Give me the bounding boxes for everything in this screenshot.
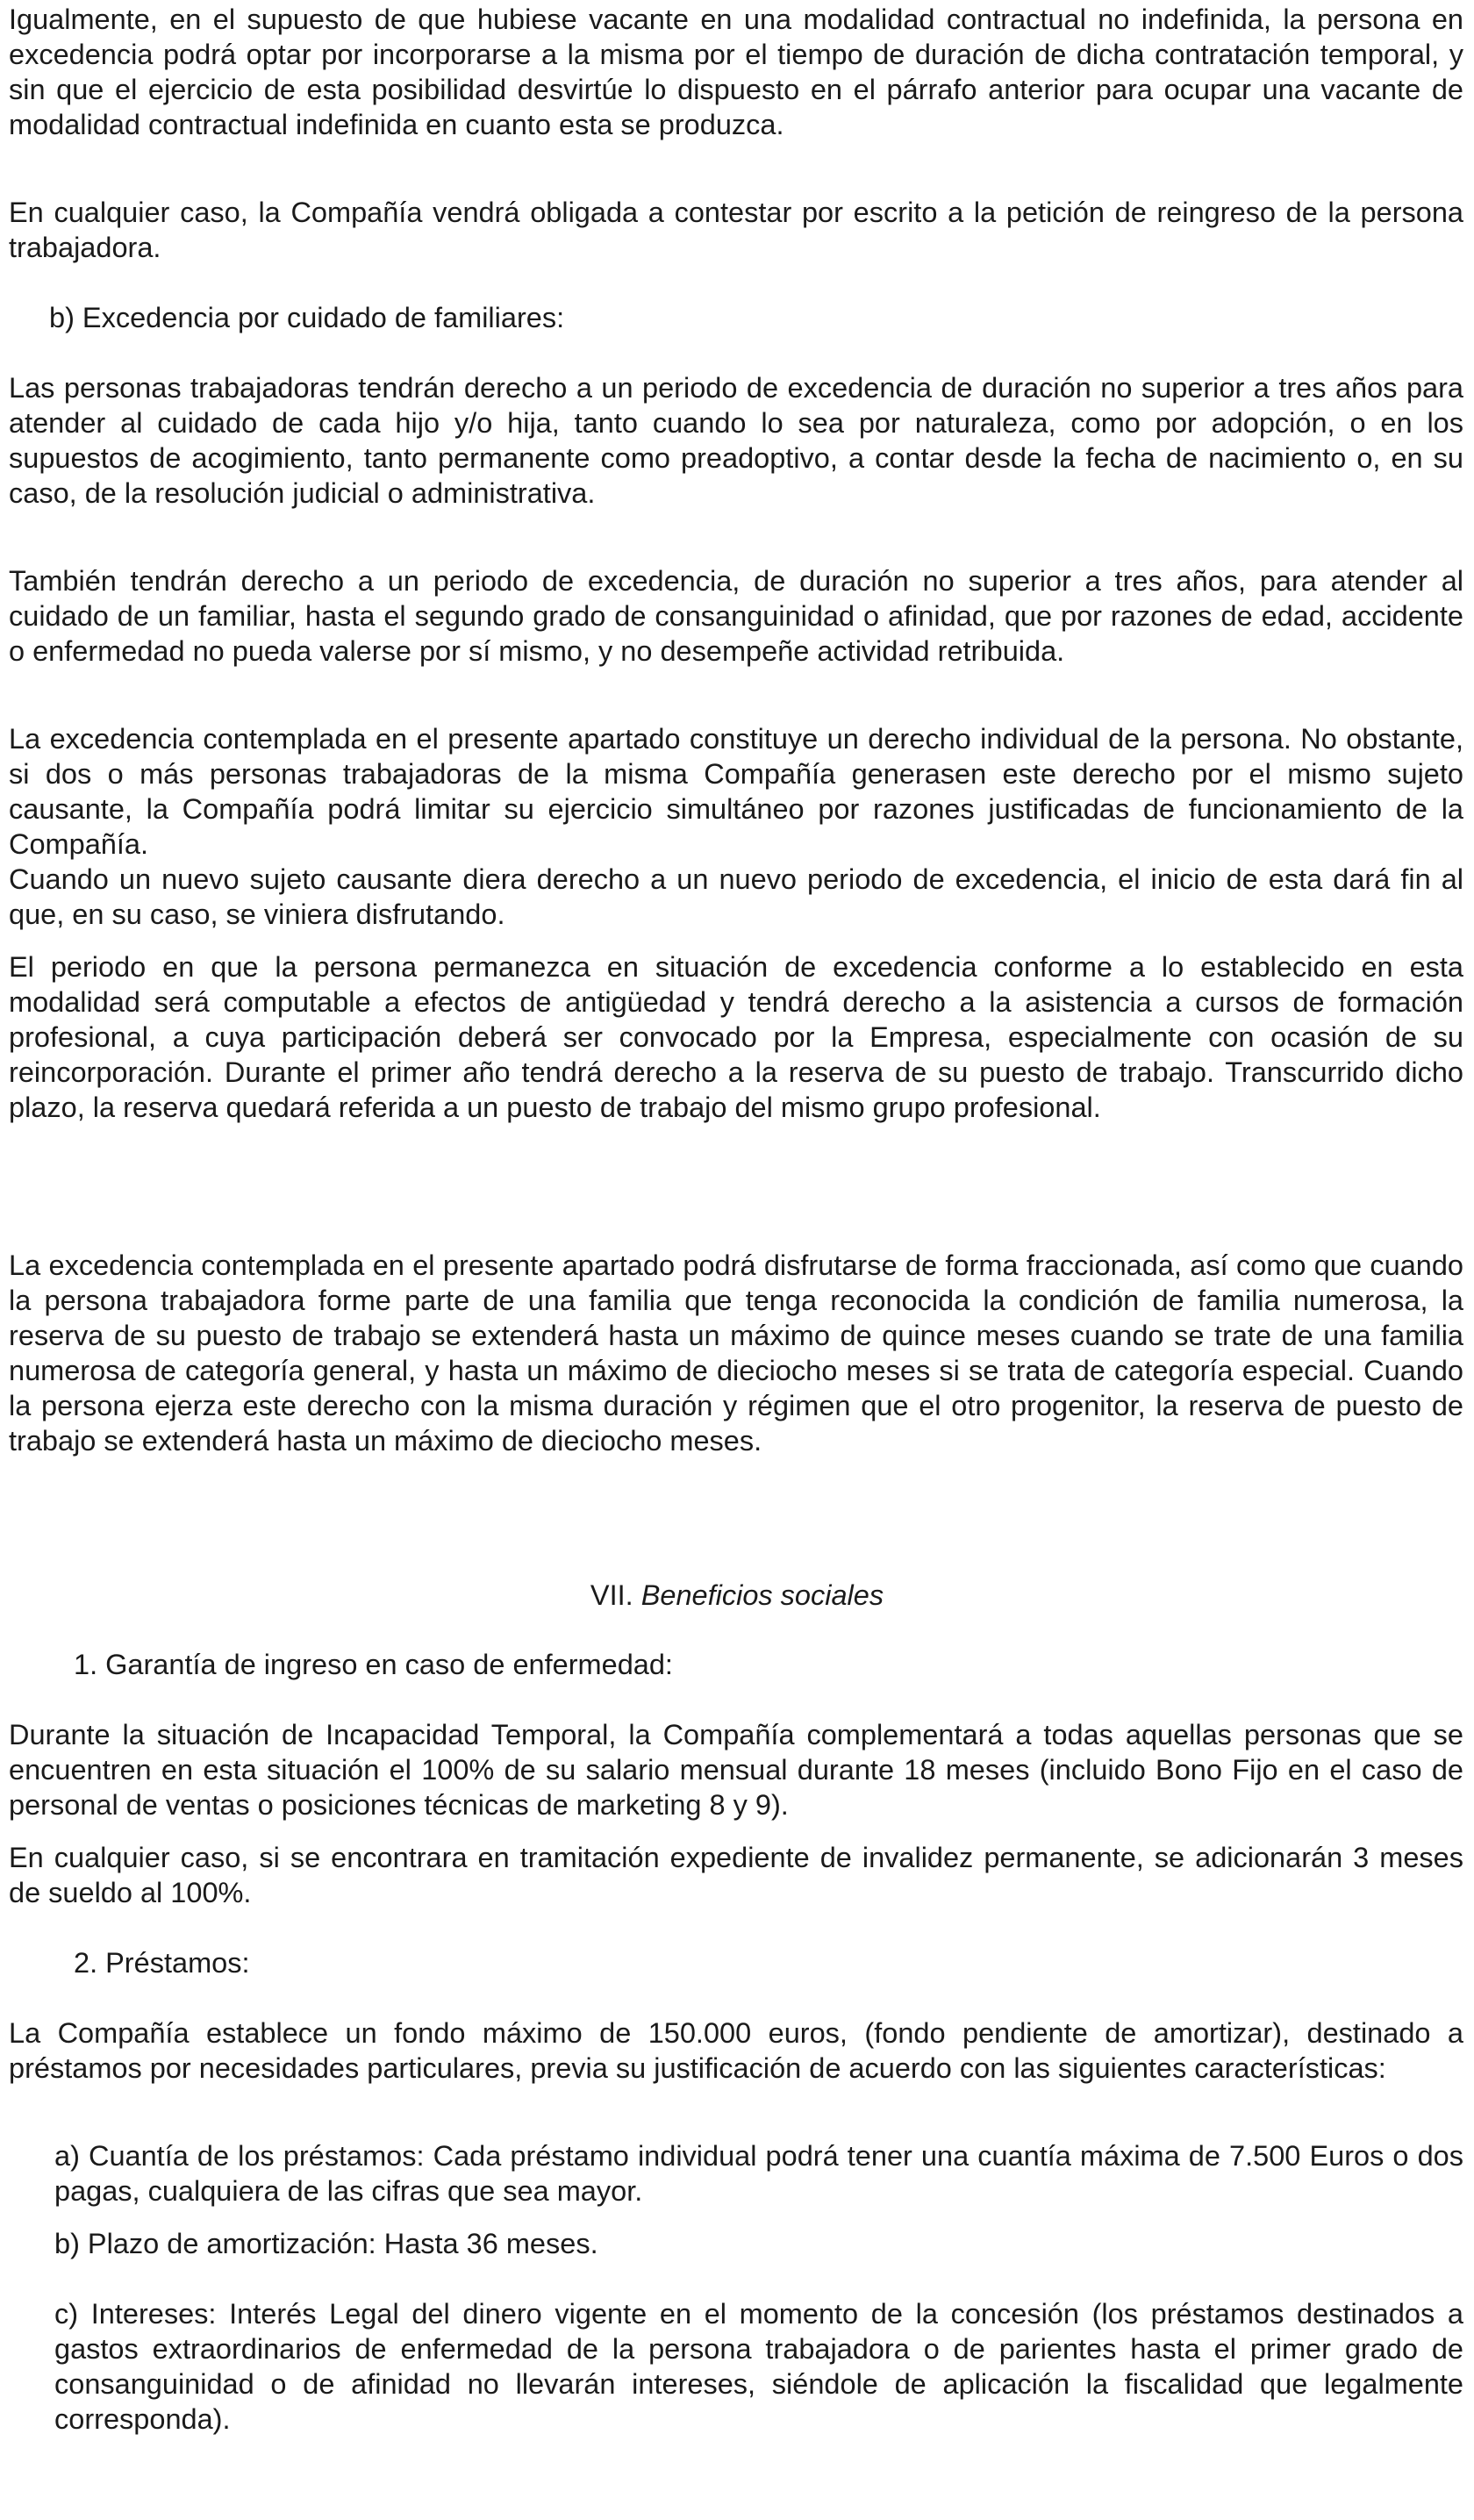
paragraph-relative-care-leave: También tendrán derecho a un periodo de excedencia, de duración no superior a tres años, para atender al cuidado de un familiar, hasta el segundo grado de consanguinidad o afinidad, que por razones de edad, accidente o enfermedad no pueda valerse por sí mismo, y no desempeñe actividad retribuida. (9, 565, 1463, 667)
section-number: VII. (590, 1579, 633, 1611)
heading-sick-income-guarantee: 1. Garantía de ingreso en caso de enfermedad: (74, 1649, 673, 1680)
list-item-repayment-term: b) Plazo de amortización: Hasta 36 meses. (54, 2228, 598, 2259)
paragraph-written-reply: En cualquier caso, la Compañía vendrá obligada a contestar por escrito a la petición de reingreso de la persona trabajadora. (9, 197, 1463, 263)
list-item-loan-amount: a) Cuantía de los préstamos: Cada préstamo individual podrá tener una cuantía máxima de 7.500 Euros o dos pagas, cualquiera de las cifras que sea mayor. (54, 2140, 1463, 2207)
paragraph-new-causing-subject: Cuando un nuevo sujeto causante diera derecho a un nuevo periodo de excedencia, el inicio de esta dará fin al que, en su caso, se viniera disfrutando. (9, 863, 1463, 930)
paragraph-loan-fund: La Compañía establece un fondo máximo de 150.000 euros, (fondo pendiente de amortizar), destinado a préstamos por necesidades particulares, previa su justificación de acuerdo con las siguientes características: (9, 2017, 1463, 2084)
paragraph-temporary-incapacity: Durante la situación de Incapacidad Temporal, la Compañía complementará a todas aquellas personas que se encuentren en esta situación el 100% de su salario mensual durante 18 meses (incluido Bono Fijo en el caso de personal de ventas o posiciones técnicas de marketing 8 y 9). (9, 1719, 1463, 1821)
section-name: Beneficios sociales (640, 1579, 884, 1611)
heading-family-care-leave: b) Excedencia por cuidado de familiares: (49, 302, 565, 333)
paragraph-temporary-vacancy: Igualmente, en el supuesto de que hubiese vacante en una modalidad contractual no indefinida, la persona en excedencia podrá optar por incorporarse a la misma por el tiempo de duración de dicha contratación temporal, y sin que el ejercicio de esta posibilidad desvirtúe lo dispuesto en el párrafo anterior para ocupar una vacante de modalidad contractual indefinida en cuanto esta se produzca. (9, 4, 1463, 140)
heading-loans: 2. Préstamos: (74, 1947, 250, 1979)
section-title (0, 1578, 1474, 1613)
list-item-interest: c) Intereses: Interés Legal del dinero vigente en el momento de la concesión (los préstamos destinados a gastos extraordinarios de enfermedad de la persona trabajadora o de parientes hasta el primer grado de consanguinidad o de afinidad no llevarán intereses, siéndole de aplicación la fiscalidad que legalmente corresponda). (54, 2298, 1463, 2435)
paragraph-large-family: La excedencia contemplada en el presente apartado podrá disfrutarse de forma fraccionada, así como que cuando la persona trabajadora forme parte de una familia que tenga reconocida la condición de familia numerosa, la reserva de su puesto de trabajo se extenderá hasta un máximo de quince meses cuando se trate de una familia numerosa de categoría general, y hasta un máximo de dieciocho meses si se trata de categoría especial. Cuando la persona ejerza este derecho con la misma duración y régimen que el otro progenitor, la reserva de puesto de trabajo se extenderá hasta un máximo de dieciocho meses. (9, 1249, 1463, 1457)
paragraph-permanent-invalidity: En cualquier caso, si se encontrara en tramitación expediente de invalidez permanente, se adicionarán 3 meses de sueldo al 100%. (9, 1842, 1463, 1908)
paragraph-childcare-leave: Las personas trabajadoras tendrán derecho a un periodo de excedencia de duración no superior a tres años para atender al cuidado de cada hijo y/o hija, tanto cuando lo sea por naturaleza, como por adopción, o en los supuestos de acogimiento, tanto permanente como preadoptivo, a contar desde la fecha de nacimiento o, en su caso, de la resolución judicial o administrativa. (9, 372, 1463, 509)
paragraph-individual-right: La excedencia contemplada en el presente apartado constituye un derecho individual de la persona. No obstante, si dos o más personas trabajadoras de la misma Compañía generasen este derecho por el mismo sujeto causante, la Compañía podrá limitar su ejercicio simultáneo por razones justificadas de funcionamiento de la Compañía. (9, 723, 1463, 860)
paragraph-seniority-reservation: El periodo en que la persona permanezca en situación de excedencia conforme a lo establecido en esta modalidad será computable a efectos de antigüedad y tendrá derecho a la asistencia a cursos de formación profesional, a cuya participación deberá ser convocado por la Empresa, especialmente con ocasión de su reincorporación. Durante el primer año tendrá derecho a la reserva de su puesto de trabajo. Transcurrido dicho plazo, la reserva quedará referida a un puesto de trabajo del mismo grupo profesional. (9, 951, 1463, 1123)
